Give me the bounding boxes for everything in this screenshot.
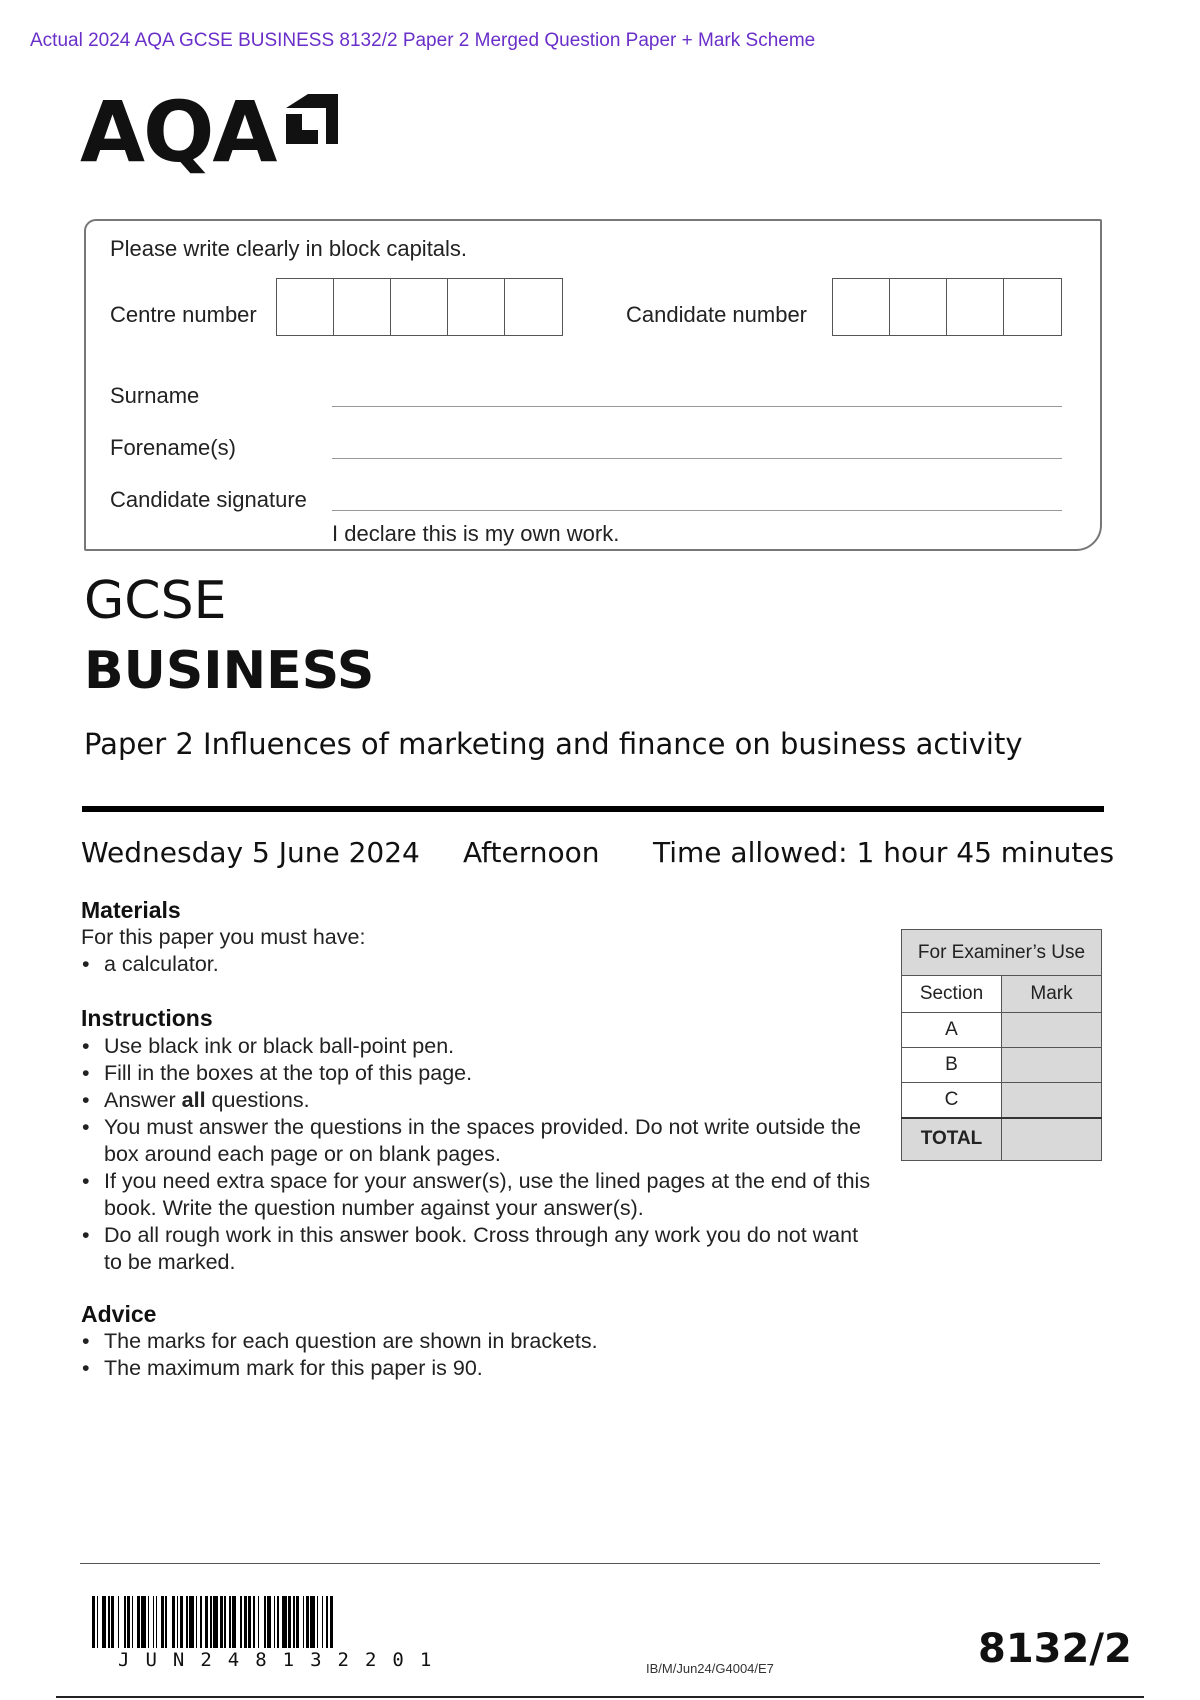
qualification-title: GCSE <box>84 571 227 631</box>
candidate-number-boxes[interactable] <box>832 278 1062 336</box>
examiner-use-table <box>901 929 1102 1161</box>
subject-title: BUSINESS <box>84 641 375 701</box>
materials-list <box>81 951 861 978</box>
aqa-logo <box>80 83 276 181</box>
list-item: • The marks for each question are shown in brackets. <box>81 1328 871 1355</box>
centre-number-digit[interactable] <box>334 279 391 335</box>
list-item: • Use black ink or black ball-point pen. <box>81 1033 871 1060</box>
barcode-digits: JUN248132201 <box>118 1649 448 1671</box>
surname-field[interactable] <box>332 406 1062 407</box>
answer-suffix: questions. <box>205 1088 310 1112</box>
footer-divider <box>80 1563 1100 1564</box>
total-mark-cell <box>1002 1118 1102 1161</box>
list-item: • You must answer the questions in the spaces provided. Do not write outside the box around each page or on blank pages. <box>81 1114 871 1168</box>
centre-number-digit[interactable] <box>505 279 562 335</box>
instructions-list <box>81 1033 871 1276</box>
mark-cell <box>1002 1083 1102 1118</box>
aqa-logo-mark-icon <box>282 92 340 150</box>
list-item-answer-all <box>81 1087 871 1114</box>
mark-column-header: Mark <box>1002 976 1102 1013</box>
answer-emphasis: all <box>181 1088 206 1112</box>
candidate-number-digit[interactable] <box>947 279 1004 335</box>
barcode-bar <box>333 1596 336 1648</box>
centre-number-digit[interactable] <box>448 279 505 335</box>
page-bottom-rule <box>56 1696 1144 1698</box>
mark-cell <box>1002 1048 1102 1083</box>
answer-prefix: Answer <box>104 1088 182 1112</box>
candidate-number-label: Candidate number <box>626 302 808 327</box>
list-item: • Do all rough work in this answer book. Cross through any work you do not want to be marked. <box>81 1222 871 1276</box>
block-capitals-instruction: Please write clearly in block capitals. <box>110 236 468 261</box>
candidate-number-digit[interactable] <box>1004 279 1061 335</box>
section-label: A <box>902 1013 1002 1048</box>
candidate-number-digit[interactable] <box>890 279 947 335</box>
instructions-heading: Instructions <box>81 1005 213 1031</box>
materials-heading: Materials <box>81 897 181 923</box>
signature-field[interactable] <box>332 510 1062 511</box>
document-banner[interactable]: Actual 2024 AQA GCSE BUSINESS 8132/2 Paper 2 Merged Question Paper + Mark Scheme <box>30 30 816 51</box>
paper-code: 8132/2 <box>978 1626 1132 1672</box>
signature-label: Candidate signature <box>110 487 307 512</box>
aqa-logo-text: AQA <box>80 83 276 181</box>
centre-number-label: Centre number <box>110 302 257 327</box>
candidate-number-digit[interactable] <box>833 279 890 335</box>
centre-number-digit[interactable] <box>391 279 448 335</box>
advice-heading: Advice <box>81 1301 157 1327</box>
total-label: TOTAL <box>902 1118 1002 1161</box>
section-column-header: Section <box>902 976 1002 1013</box>
centre-number-digit[interactable] <box>277 279 334 335</box>
forename-label: Forename(s) <box>110 435 236 460</box>
forename-field[interactable] <box>332 458 1062 459</box>
exam-session: Afternoon <box>463 836 600 869</box>
list-item: • Fill in the boxes at the top of this page. <box>81 1060 871 1087</box>
materials-intro: For this paper you must have: <box>81 925 366 949</box>
examiner-table-title: For Examiner’s Use <box>902 930 1102 976</box>
exam-date: Wednesday 5 June 2024 <box>81 836 420 869</box>
paper-reference: IB/M/Jun24/G4004/E7 <box>646 1661 774 1676</box>
centre-number-boxes[interactable] <box>276 278 563 336</box>
section-label: C <box>902 1083 1002 1118</box>
mark-cell <box>1002 1013 1102 1048</box>
list-item: • The maximum mark for this paper is 90. <box>81 1355 871 1382</box>
barcode <box>92 1596 476 1648</box>
list-item: • a calculator. <box>81 951 861 978</box>
surname-label: Surname <box>110 383 200 408</box>
time-allowed: Time allowed: 1 hour 45 minutes <box>653 836 1115 869</box>
title-divider <box>82 806 1104 812</box>
own-work-declaration: I declare this is my own work. <box>332 521 620 546</box>
list-item: • If you need extra space for your answer(s), use the lined pages at the end of this book. Write the question number against your answer(s). <box>81 1168 871 1222</box>
advice-list <box>81 1328 871 1382</box>
section-label: B <box>902 1048 1002 1083</box>
paper-title: Paper 2 Influences of marketing and finance on business activity <box>84 727 1023 761</box>
